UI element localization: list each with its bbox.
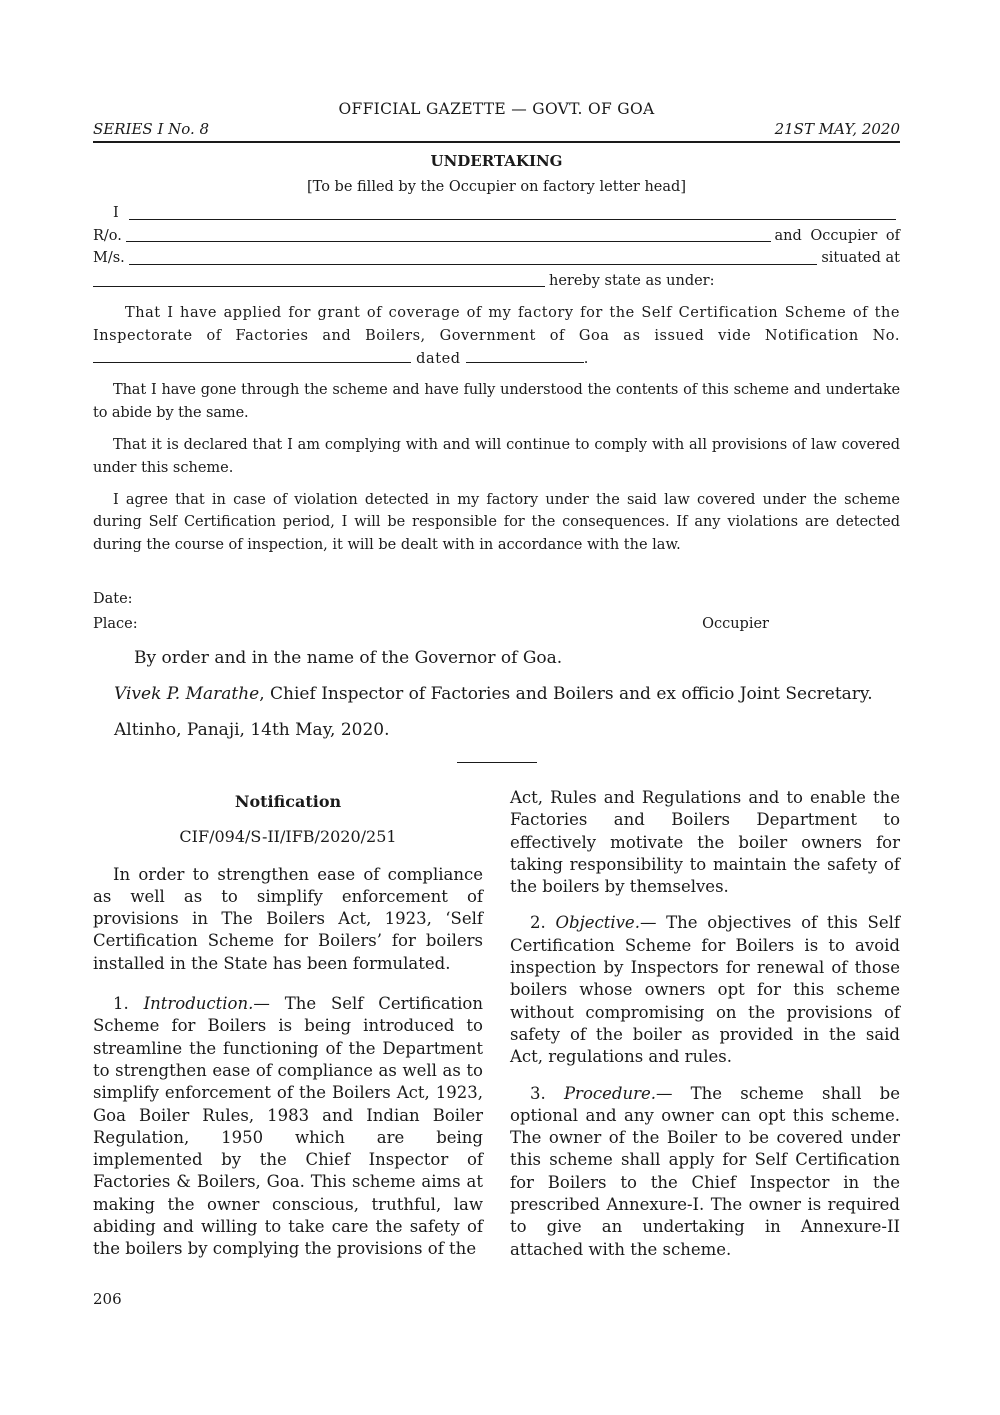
undertaking-para-3: That it is declared that I am complying with and will continue to comply with all provisions of law covered under this scheme.: [93, 436, 900, 476]
gazette-header-row: [93, 120, 900, 138]
notification-columns: [93, 787, 900, 1261]
s1-number: 1.: [113, 994, 129, 1014]
place-date-line: Altinho, Panaji, 14th May, 2020.: [114, 719, 390, 740]
notification-title: Notification: [234, 791, 342, 811]
fill-label-situated: situated at: [821, 250, 900, 266]
occupier-label: Occupier: [702, 615, 769, 632]
section-3-procedure: [510, 1083, 900, 1261]
fill-label-occupier: and Occupier of: [774, 227, 900, 244]
intro-paragraph: In order to strengthen ease of compliance as well as to simplify enforcement of provisions in The Boilers Act, 1923, ‘Self Certification Scheme for Boilers’ for boilers installed in the State has been formulated.: [93, 864, 483, 973]
right-column: [510, 787, 900, 1261]
undertaking-para-2: That I have gone through the scheme and have fully understood the contents of this scheme and undertake to abide by the same.: [93, 382, 900, 422]
fill-label-ro: R/o.: [93, 227, 122, 244]
s3-text: — The scheme shall be optional and any owner can opt this scheme. The owner of the Boiler to be covered under this scheme shall apply for Self Certification for Boilers to the Chief Inspector in the prescribed Annexure-I. The owner is required to give an undertaking in Annexure-II attached with the scheme.: [510, 1083, 900, 1259]
para1-text: That I have applied for grant of coverage of my factory for the Self Certification Scheme of the Inspectorate of Factories and Boilers, Government of Goa as issued vide Notification No.: [93, 305, 900, 344]
signatory-name: Vivek P. Marathe: [114, 683, 260, 704]
s1-heading: Introduction.: [143, 994, 254, 1014]
name-blank[interactable]: [129, 219, 896, 220]
fill-label-i: I: [113, 205, 119, 221]
fill-line-firm: [93, 247, 900, 270]
left-column: [93, 787, 483, 1261]
signatory-line: [93, 676, 900, 712]
header-rule: [93, 141, 900, 143]
signatory-designation: , Chief Inspector of Factories and Boilers and ex officio Joint Secretary.: [259, 683, 873, 704]
fill-label-state: hereby state as under:: [549, 272, 715, 289]
section-1-introduction: [93, 993, 483, 1261]
location-blank[interactable]: [93, 286, 545, 287]
fill-line-name: [93, 202, 900, 225]
fill-line-residence: [93, 225, 900, 248]
undertaking-para-1: [93, 302, 900, 370]
series-number: SERIES I No. 8: [93, 120, 210, 138]
residence-blank[interactable]: [126, 241, 771, 242]
date-place-block: [93, 591, 900, 632]
page-number: 206: [93, 1290, 122, 1308]
issue-date: 21ST MAY, 2020: [774, 120, 900, 138]
section-2-objective: [510, 912, 900, 1068]
s2-heading: Objective.: [555, 913, 640, 933]
para1-dated-label: dated: [416, 350, 461, 367]
s3-heading: Procedure.: [563, 1083, 656, 1103]
order-line: By order and in the name of the Governor of Goa.: [134, 647, 563, 668]
undertaking-para-4: I agree that in case of violation detected in my factory under the said law covered under the scheme during Self Certification period, I will be responsible for the consequences. If any violations are detected during the course of inspection, it will be dealt with in accordance with the law.: [93, 491, 900, 554]
s2-text: — The objectives of this Self Certification Scheme for Boilers is to avoid inspection by Inspectors for renewal of those boilers whose owners opt for this scheme without compromising on the provisions of safety of the boiler as provided in the said Act, regulations and rules.: [510, 913, 901, 1067]
gazette-page: [93, 96, 900, 1261]
date-label: Date:: [93, 590, 133, 607]
para1-end: .: [583, 350, 589, 367]
undertaking-fill-block: [93, 202, 900, 292]
section-separator: [457, 762, 537, 763]
fill-line-location: [93, 270, 900, 293]
s1-text: — The Self Certification Scheme for Boilers is being introduced to streamline the functioning of the Department to strengthen ease of compliance as well as to simplify enforcement of the Boilers Act, 1923, Goa Boiler Rules, 1983 and Indian Boiler Regulation, 1950 which are being implemented by the Chief Inspector of Factories & Boilers, Goa. This scheme aims at making the owner conscious, truthful, law abiding and willing to take care the safety of the boilers by complying the provisions of the: [93, 994, 483, 1259]
s2-number: 2.: [530, 913, 546, 933]
gazette-title: OFFICIAL GAZETTE — GOVT. OF GOA: [338, 100, 655, 118]
notification-reference: CIF/094/S-II/IFB/2020/251: [179, 827, 397, 847]
order-block: [93, 640, 900, 748]
place-label: Place:: [93, 615, 138, 632]
section-1-continued: Act, Rules and Regulations and to enable the Factories and Boilers Department to effectively motivate the boiler owners for taking responsibility to maintain the safety of the boilers by themselves.: [510, 787, 900, 897]
s3-number: 3.: [530, 1083, 546, 1103]
notification-date-blank[interactable]: [466, 348, 584, 363]
notification-number-blank[interactable]: [93, 348, 411, 363]
place-occupier-row: [93, 616, 900, 632]
undertaking-title: UNDERTAKING: [430, 152, 563, 170]
firm-blank[interactable]: [129, 264, 818, 265]
fill-label-ms: M/s.: [93, 250, 125, 266]
undertaking-subtitle: [To be filled by the Occupier on factory letter head]: [307, 179, 686, 195]
